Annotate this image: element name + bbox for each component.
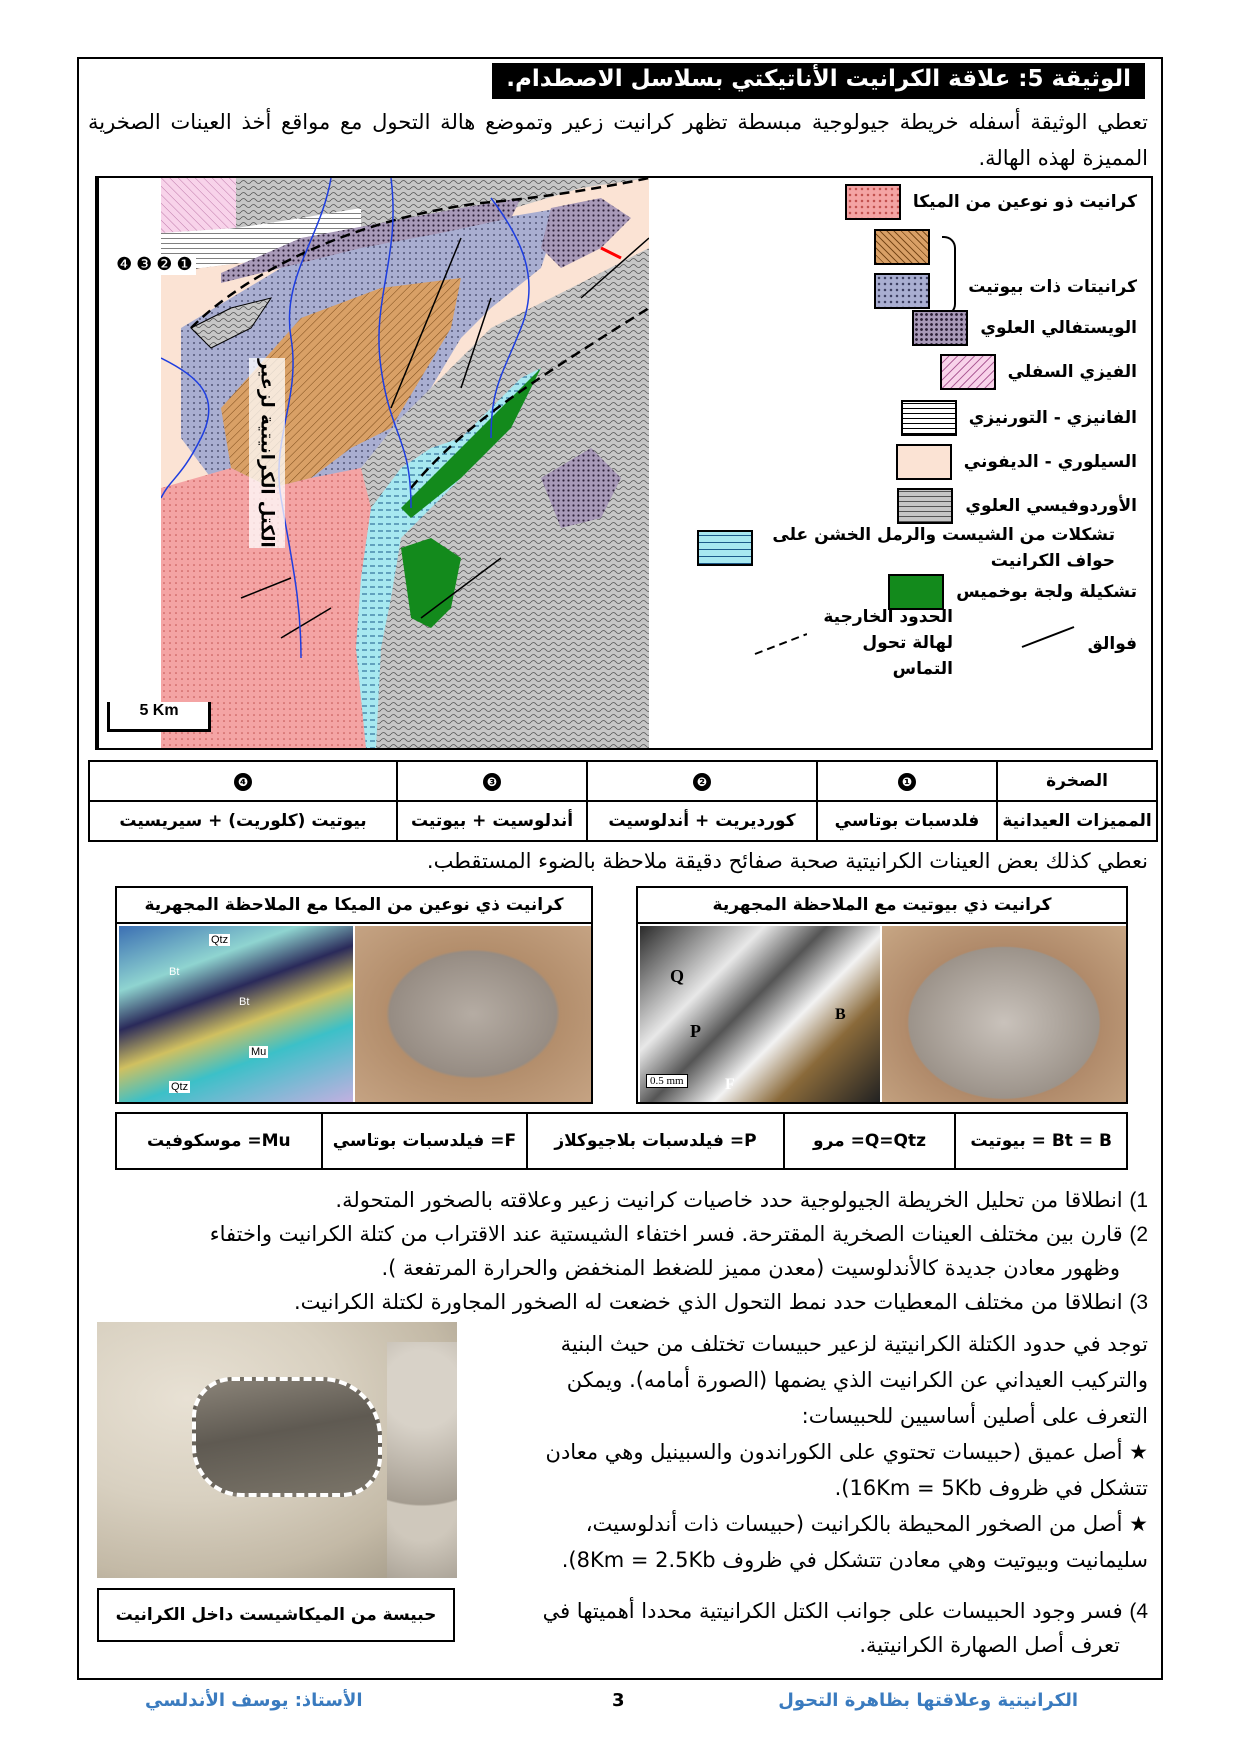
question-4: 4) فسر وجود الحبيسات على جوانب الكتل الكرانيتية محددا أهميتها في <box>542 1599 1148 1623</box>
legend-swatch <box>940 354 996 390</box>
table-cell: ❷ <box>587 761 817 801</box>
micro-scale: 0.5 mm <box>646 1074 688 1088</box>
table-header-cell: المميزات العيدانية <box>997 801 1157 841</box>
footer-lesson-title: الكرانيتية وعلاقتها بظاهرة التحول <box>778 1690 1078 1711</box>
table-row <box>89 761 1157 801</box>
table-cell: فلدسبات بوتاسي <box>817 801 997 841</box>
micro-intro: نعطي كذلك بعض العينات الكرانيتية صحبة صفائح دقيقة ملاحظة بالضوء المستقطب. <box>426 849 1148 873</box>
legend-item-upper-ordovician: الأوردوفيسي العلوي <box>897 488 1137 524</box>
table-cell: كورديريت + أندلوسيت <box>587 801 817 841</box>
legend-swatch <box>912 310 968 346</box>
legend-swatch <box>874 229 930 265</box>
table-cell: أندلوسيت + بيوتيت <box>397 801 587 841</box>
table-cell: ❸ <box>397 761 587 801</box>
abbr-item: Mu= موسكوفيت <box>146 1131 291 1151</box>
panel-title: كرانيت ذي نوعين من الميكا مع الملاحظة المجهرية <box>117 888 591 924</box>
massif-label: الكتل الكرانيتية لزعير <box>249 358 285 548</box>
abbr-item: Q=Qtz= مرو <box>783 1114 955 1168</box>
legend-swatch <box>901 400 957 436</box>
dashed-line-icon <box>753 628 807 658</box>
legend-item-upper-westphalian: الويستفالي العلوي <box>912 310 1137 346</box>
question-2: 2) قارن بين مختلف العينات الصخرية المقترحة. فسر اختفاء الشيستية عند الاقتراب من كتلة الكرانيت واختفاء <box>209 1222 1148 1246</box>
abbr-item: F= فيلدسبات بوتاسي <box>321 1114 527 1168</box>
abbr-item: Bt = B = بيوتيت <box>954 1114 1126 1168</box>
geologic-map-figure <box>95 176 1153 750</box>
map-drawing <box>161 178 649 748</box>
panel-biotite-granite <box>636 886 1128 1104</box>
abbreviations-bar <box>115 1112 1128 1170</box>
fault-line-icon <box>1020 621 1076 651</box>
panel-two-mica-granite <box>115 886 593 1104</box>
table-cell: بيوتيت (كلوريت) + سيريسيت <box>89 801 397 841</box>
enclave-outline <box>192 1377 382 1497</box>
intro-paragraph: تعطي الوثيقة أسفله خريطة جيولوجية مبسطة تظهر كرانيت زعير وتموضع هالة التحول مع مواقع أخذ العينات الصخرية المميزة لهذه الهالة. <box>88 110 1148 170</box>
legend-item-lower-visean: الفيزي السفلي <box>940 354 1137 390</box>
brace-icon <box>942 236 956 316</box>
legend-swatch <box>897 488 953 524</box>
abbr-item: P= فيلدسبات بلاجيوكلاز <box>526 1114 782 1168</box>
legend-item-boukhmis-formation: تشكيلة ولجة بوخميس <box>888 574 1137 610</box>
enclave-caption: حبيسة من الميكاشيست داخل الكرانيت <box>97 1588 455 1642</box>
table-header-cell: الصخرة <box>997 761 1157 801</box>
table-cell: ❹ <box>89 761 397 801</box>
page-number: 3 <box>612 1690 625 1711</box>
footer-teacher: الأستاذ: يوسف الأندلسي <box>145 1690 363 1711</box>
geologic-map <box>97 178 649 748</box>
legend-swatch <box>874 273 930 309</box>
legend-swatch <box>697 530 753 566</box>
legend-item-two-mica-granite: كرانيت ذو نوعين من الميكا <box>845 184 1137 220</box>
pebbles-decoration <box>387 1342 457 1578</box>
legend-item-famennian-tournaisian: الفانيزي - التورنيزي <box>901 400 1137 436</box>
panel-title: كرانيت ذي بيوتيت مع الملاحظة المجهرية <box>638 888 1126 924</box>
table-row <box>89 801 1157 841</box>
question-1: 1) انطلاقا من تحليل الخريطة الجيولوجية حدد خاصيات كرانيت زعير وعلاقته بالصخور المتحولة. <box>335 1188 1148 1212</box>
question-4-continued: تعرف أصل الصهارة الكرانيتية. <box>859 1633 1120 1657</box>
photo-two-mica-granite-sample <box>355 926 591 1102</box>
enclave-photo <box>97 1322 457 1578</box>
sample-numbers: ❹ ❸ ❷ ❶ <box>113 254 196 275</box>
table-cell: ❶ <box>817 761 997 801</box>
scale-bar: 5 Km <box>107 702 211 732</box>
document-title: الوثيقة 5: علاقة الكرانيت الأناتيكتي بسلاسل الاصطدام. <box>492 63 1145 99</box>
question-2-continued: وظهور معادن جديدة كالأندلوسيت (معدن مميز للضغط المنخفض والحرارة المرتفعة ). <box>381 1256 1120 1280</box>
legend-item-faults: فوالق <box>1020 618 1137 654</box>
legend-item-schist-border: تشكلات من الشيست والرمل الخشن على حواف الكرانيت <box>697 522 1137 574</box>
enclave-text: توجد في حدود الكتلة الكرانيتية لزعير حبيسات تختلف من حيث البنية والتركيب العيداني عن الكرانيت الذي يضمها (الصورة أمامه). ويمكن التعرف على أصلين أساسيين للحبيسات: ★ أصل عميق (حبيسات تحتوي على الكوراندون والسبينيل وهي معادن تتشكل في ظروف 16Km = 5Kb). ★ أصل من الصخور المحيطة بالكرانيت (حبيسات ذات أندلوسيت، سليمانيت وبيوتيت وهي معادن تتشكل في ظروف 8Km = 2.5Kb). <box>545 1332 1148 1572</box>
legend-swatch <box>896 444 952 480</box>
legend-item-aureole-limit: الحدود الخارجية لهالة تحول التماس <box>753 604 953 682</box>
micrograph-two-mica: Qtz Bt Bt Mu Qtz <box>119 926 353 1102</box>
legend-item-silurian-devonian: السيلوري - الديفوني <box>896 444 1137 480</box>
question-3: 3) انطلاقا من مختلف المعطيات حدد نمط التحول الذي خضعت له الصخور المجاورة لكتلة الكرانيت. <box>293 1290 1148 1314</box>
photo-biotite-granite-sample <box>882 926 1126 1102</box>
rock-samples-table <box>88 760 1158 842</box>
legend-swatch <box>845 184 901 220</box>
micrograph-biotite: Q P B F 0.5 mm <box>640 926 880 1102</box>
legend-item-biotite-granites: كرانيتات ذات بيوتيت <box>874 222 1137 316</box>
map-legend <box>649 178 1151 748</box>
